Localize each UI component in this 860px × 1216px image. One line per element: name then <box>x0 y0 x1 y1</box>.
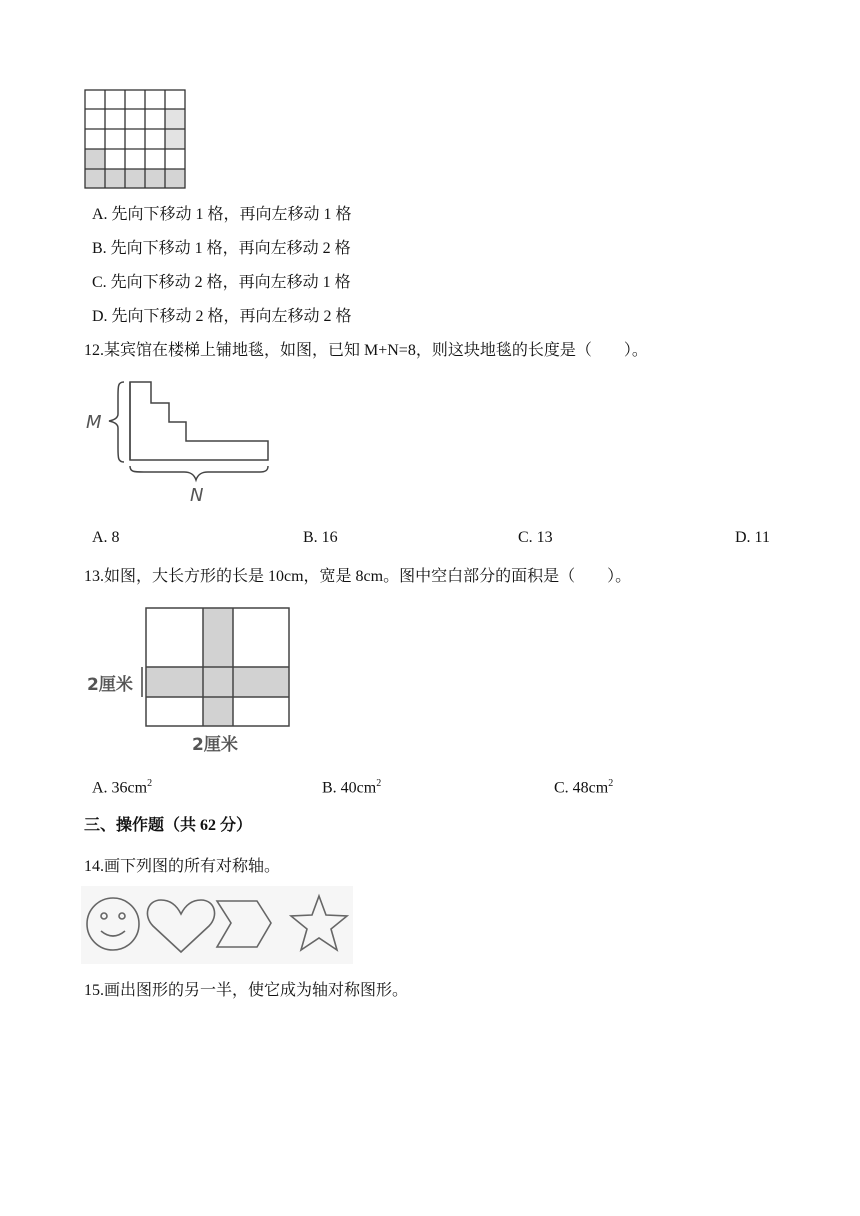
left-dimension-label: 2厘米 <box>87 675 133 695</box>
q11-option-b[interactable]: B. 先向下移动 1 格，再向左移动 2 格 <box>92 240 351 257</box>
q13-option-c[interactable] <box>554 778 613 797</box>
q12-stem: 12.某宾馆在楼梯上铺地毯，如图，已知 M+N=8，则这块地毯的长度是（ ）。 <box>84 342 648 359</box>
bottom-dimension-label: 2厘米 <box>192 735 238 755</box>
m-label: M <box>86 412 102 433</box>
q13-stem: 13.如图，大长方形的长是 10cm，宽是 8cm。图中空白部分的面积是（ ）。 <box>84 568 632 585</box>
q14-stem: 14.画下列图的所有对称轴。 <box>84 858 281 875</box>
q12-option-b[interactable]: B. 16 <box>303 529 338 546</box>
q13-option-a[interactable] <box>92 778 152 797</box>
grid-figure <box>84 89 186 189</box>
q12-option-c[interactable]: C. 13 <box>518 529 553 546</box>
q12-option-d[interactable]: D. 11 <box>735 529 770 546</box>
q13-option-b[interactable] <box>322 778 381 797</box>
q11-option-c[interactable]: C. 先向下移动 2 格，再向左移动 1 格 <box>92 274 351 291</box>
q13-option-c-sup: 2 <box>608 778 614 789</box>
section-heading: 三、操作题（共 62 分） <box>84 817 253 834</box>
q15-stem: 15.画出图形的另一半，使它成为轴对称图形。 <box>84 982 409 999</box>
q13-option-a-text: A. 36cm <box>92 779 148 797</box>
q13-option-b-sup: 2 <box>376 778 382 789</box>
q11-option-d[interactable]: D. 先向下移动 2 格，再向左移动 2 格 <box>92 308 352 325</box>
n-label: N <box>190 485 204 506</box>
rectangle-cross-figure <box>84 604 296 756</box>
stair-carpet-figure <box>84 376 284 508</box>
q11-option-a[interactable]: A. 先向下移动 1 格，再向左移动 1 格 <box>92 206 352 223</box>
q12-option-a[interactable]: A. 8 <box>92 529 120 546</box>
q13-option-b-text: B. 40cm <box>322 779 377 797</box>
q13-option-c-text: C. 48cm <box>554 779 609 797</box>
symmetry-shapes-figure <box>81 886 353 964</box>
q13-option-a-sup: 2 <box>147 778 153 789</box>
